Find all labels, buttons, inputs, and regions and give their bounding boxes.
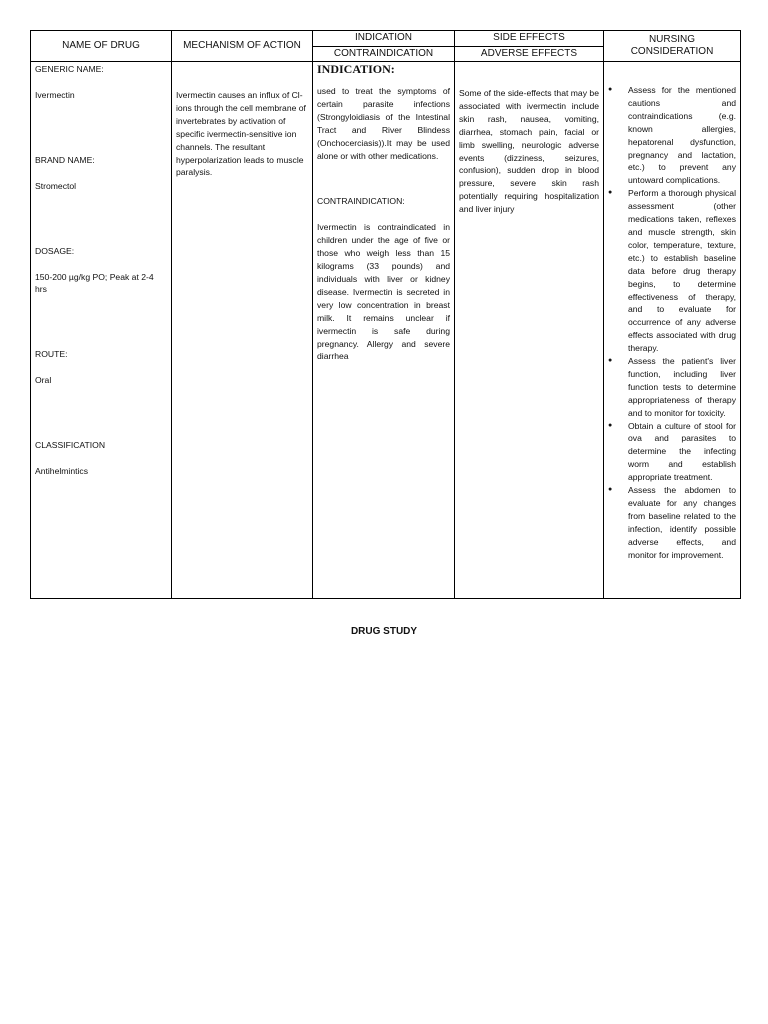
brand-name-value: Stromectol <box>35 180 77 191</box>
header-side-effects: SIDE EFFECTS <box>455 31 604 47</box>
dosage-label: DOSAGE: <box>35 245 75 256</box>
header-mechanism-of-action: MECHANISM OF ACTION <box>172 31 313 62</box>
header-name-of-drug: NAME OF DRUG <box>31 31 172 62</box>
mechanism-text: Ivermectin causes an influx of Cl- ions through the cell membrane of invertebrates by activation of specific ivermectin-sensitive ion channels. The resultant hyperpolarization leads to muscle paralysis. <box>176 90 306 178</box>
generic-name-value: Ivermectin <box>35 89 75 100</box>
indication-text: used to treat the symptoms of certain parasite infections (Strongyloidiasis of the Intestinal Tract and River Blindess (Onchocerciasis)).It may be used alone or with other medications. <box>317 86 450 161</box>
nursing-item: ● Assess the patient's liver function, including liver function tests to determine appropriateness of therapy and to monitor for toxicity. <box>628 355 736 420</box>
generic-name-label: GENERIC NAME: <box>35 64 104 74</box>
route-value: Oral <box>35 375 52 386</box>
side-effects-text: Some of the side-effects that may be associated with ivermectin include skin rash, nausea, vomiting, diarrhea, stomach pain, facial or limb swelling, neurologic adverse events (dizziness, seizures, confusion), sudden drop in blood pressure, severe skin rash potentially requiring hospitalization and liver injury <box>459 88 599 215</box>
indication-cell <box>313 62 455 599</box>
contraindication-text: Ivermectin is contraindicated in children under the age of five or those who weigh less than 15 kilograms (33 pounds) and individuals with liver or kidney disease. Ivermectin is secreted in very low concentration in breast milk. It remains unclear if ivermectin is safe during pregnancy. Allergy and severe diarrhea <box>317 222 450 362</box>
nursing-item: ● Perform a thorough physical assessment (other medications taken, reflexes and muscle strength, skin color, temperature, texture, etc.) to establish baseline data before drug therapy begins, to determine effectiveness of therapy, and to evaluate for occurrence of any adverse effects associated with drug therapy. <box>628 187 736 355</box>
drug-study-table <box>30 30 741 599</box>
classification-value: Antihelmintics <box>35 466 89 477</box>
brand-name-label: BRAND NAME: <box>35 154 95 165</box>
indication-heading: INDICATION: <box>317 62 395 76</box>
contraindication-heading: CONTRAINDICATION: <box>317 196 405 207</box>
nursing-list <box>606 84 736 562</box>
dosage-value: 150-200 µg/kg PO; Peak at 2-4 hrs <box>35 271 154 295</box>
header-nursing-consideration <box>604 31 741 62</box>
header-nursing-line1: NURSING <box>648 34 696 45</box>
route-label: ROUTE: <box>35 349 68 360</box>
footer-title: DRUG STUDY <box>350 626 418 637</box>
header-indication: INDICATION <box>313 31 455 47</box>
header-contraindication: CONTRAINDICATION <box>313 46 455 62</box>
header-nursing-line2: CONSIDERATION <box>630 46 714 57</box>
header-adverse-effects: ADVERSE EFFECTS <box>455 46 604 62</box>
mechanism-cell <box>172 62 313 599</box>
drug-row <box>31 62 741 599</box>
name-of-drug-cell <box>31 62 172 599</box>
classification-label: CLASSIFICATION <box>35 440 106 451</box>
nursing-item: ● Assess the abdomen to evaluate for any changes from baseline related to the infection, identify possible adverse effects, and monitor for improvement. <box>628 484 736 561</box>
nursing-consideration-cell <box>604 62 741 599</box>
nursing-item: ● Assess for the mentioned cautions and contraindications (e.g. known allergies, hepatorenal dysfunction, pregnancy and lactation, etc.) to prevent any untoward complications. <box>628 84 736 187</box>
side-effects-cell <box>455 62 604 599</box>
nursing-item: ● Obtain a culture of stool for ova and parasites to determine the infecting worm and establish appropriate treatment. <box>628 420 736 485</box>
